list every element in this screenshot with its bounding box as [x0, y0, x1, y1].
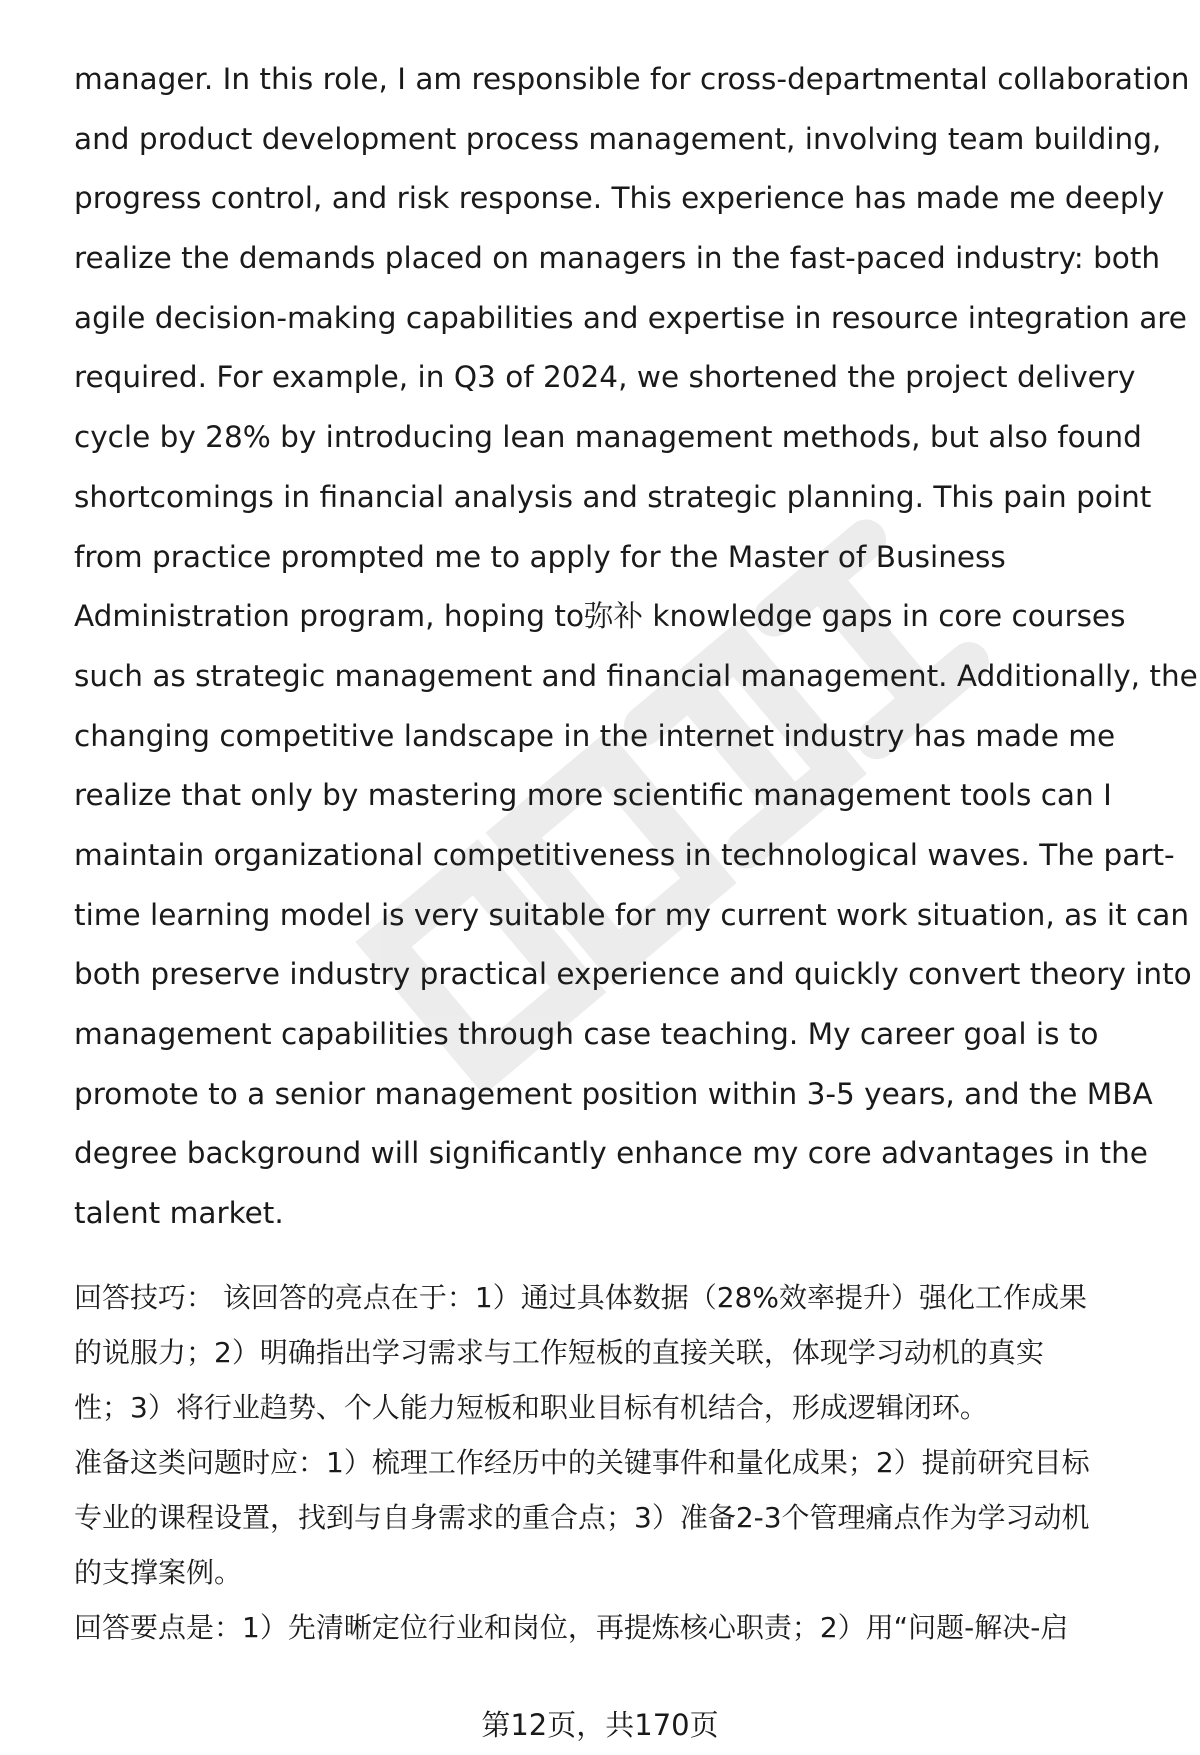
answer-line: Administration program, hoping to弥补 knowledge gaps in core courses — [74, 599, 1126, 634]
preparation-line: 准备这类问题时应：1）梳理工作经历中的关键事件和量化成果；2）提前研究目标 — [74, 1446, 1090, 1479]
answer-line: shortcomings in financial analysis and strategic planning. This pain point — [74, 479, 1152, 514]
answer-tips-section — [74, 1270, 1154, 1655]
answer-line: talent market. — [74, 1196, 284, 1231]
technique-line: 的说服力；2）明确指出学习需求与工作短板的直接关联，体现学习动机的真实 — [74, 1336, 1044, 1369]
answer-line: cycle by 28% by introducing lean management methods, but also found — [74, 420, 1142, 455]
answer-line: realize the demands placed on managers in the fast-paced industry: both — [74, 241, 1161, 276]
answer-line: promote to a senior management position within 3-5 years, and the MBA — [74, 1076, 1153, 1111]
answer-paragraph — [74, 50, 1198, 1244]
technique-paragraph — [74, 1270, 1154, 1435]
answer-line: progress control, and risk response. This experience has made me deeply — [74, 181, 1165, 216]
answer-line: from practice prompted me to apply for the Master of Business — [74, 539, 1006, 574]
technique-line: 回答技巧： 该回答的亮点在于：1）通过具体数据（28%效率提升）强化工作成果 — [74, 1281, 1087, 1314]
answer-line: changing competitive landscape in the internet industry has made me — [74, 718, 1116, 753]
answer-line: manager. In this role, I am responsible for cross-departmental collaboration — [74, 62, 1190, 96]
answer-line: both preserve industry practical experience and quickly convert theory into — [74, 957, 1192, 992]
answer-line: management capabilities through case teaching. My career goal is to — [74, 1017, 1099, 1051]
preparation-paragraph — [74, 1435, 1154, 1600]
answer-line: maintain organizational competitiveness in technological waves. The part- — [74, 837, 1175, 872]
answer-line: required. For example, in Q3 of 2024, we shortened the project delivery — [74, 360, 1136, 395]
answer-line: such as strategic management and financial management. Additionally, the — [74, 658, 1198, 693]
preparation-line: 专业的课程设置，找到与自身需求的重合点；3）准备2-3个管理痛点作为学习动机 — [74, 1501, 1090, 1534]
page-indicator: 第12页，共170页 — [481, 1708, 719, 1742]
answer-line: agile decision-making capabilities and expertise in resource integration are — [74, 300, 1187, 335]
preparation-line: 的支撑案例。 — [74, 1556, 243, 1589]
answer-line: realize that only by mastering more scientific management tools can I — [74, 778, 1112, 813]
answer-line: and product development process management, involving team building, — [74, 121, 1162, 156]
technique-line: 性；3）将行业趋势、个人能力短板和职业目标有机结合，形成逻辑闭环。 — [74, 1391, 988, 1424]
key-points-line: 回答要点是：1）先清晰定位行业和岗位，再提炼核心职责；2）用“问题-解决-启 — [74, 1611, 1069, 1644]
key-points-paragraph — [74, 1600, 1154, 1655]
answer-line: time learning model is very suitable for my current work situation, as it can — [74, 897, 1190, 932]
answer-line: degree background will significantly enhance my core advantages in the — [74, 1136, 1148, 1171]
